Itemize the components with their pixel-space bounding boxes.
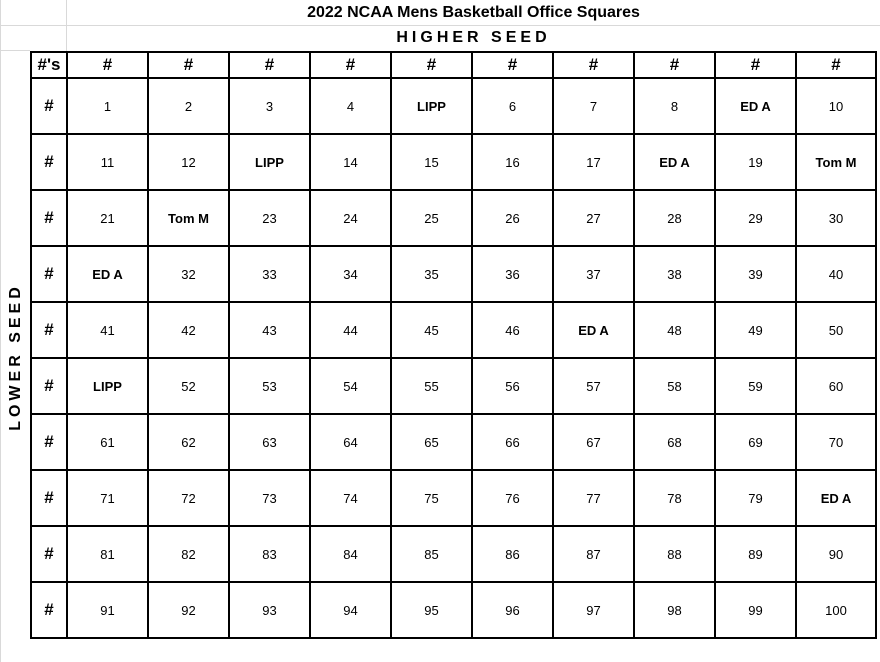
square-cell[interactable]: 75 xyxy=(391,470,472,526)
square-cell[interactable]: 76 xyxy=(472,470,553,526)
row-axis-label: LOWER SEED xyxy=(7,283,24,431)
square-cell[interactable]: 56 xyxy=(472,358,553,414)
square-cell[interactable]: 29 xyxy=(715,190,796,246)
square-cell[interactable]: 14 xyxy=(310,134,391,190)
square-cell[interactable]: 74 xyxy=(310,470,391,526)
square-cell[interactable]: 61 xyxy=(67,414,148,470)
column-header-cell: # xyxy=(553,52,634,78)
square-cell[interactable]: 40 xyxy=(796,246,876,302)
square-cell[interactable]: 23 xyxy=(229,190,310,246)
header-row xyxy=(31,52,876,78)
column-axis-label: HIGHER SEED xyxy=(396,29,551,46)
square-cell[interactable]: 89 xyxy=(715,526,796,582)
claimed-square-cell[interactable]: LIPP xyxy=(229,134,310,190)
squares-grid xyxy=(30,51,877,639)
claimed-square-cell[interactable]: ED A xyxy=(67,246,148,302)
square-cell[interactable]: 64 xyxy=(310,414,391,470)
square-cell[interactable]: 50 xyxy=(796,302,876,358)
claimed-square-cell[interactable]: ED A xyxy=(715,78,796,134)
square-cell[interactable]: 88 xyxy=(634,526,715,582)
square-cell[interactable]: 92 xyxy=(148,582,229,638)
corner-cell: #'s xyxy=(31,52,67,78)
square-cell[interactable]: 44 xyxy=(310,302,391,358)
square-cell[interactable]: 8 xyxy=(634,78,715,134)
square-cell[interactable]: 83 xyxy=(229,526,310,582)
square-cell[interactable]: 25 xyxy=(391,190,472,246)
column-header-cell: # xyxy=(67,52,148,78)
row-header-cell: # xyxy=(31,246,67,302)
column-header-cell: # xyxy=(148,52,229,78)
square-cell[interactable]: 79 xyxy=(715,470,796,526)
square-cell[interactable]: 55 xyxy=(391,358,472,414)
grid-row xyxy=(31,190,876,246)
square-cell[interactable]: 30 xyxy=(796,190,876,246)
square-cell[interactable]: 17 xyxy=(553,134,634,190)
square-cell[interactable]: 60 xyxy=(796,358,876,414)
square-cell[interactable]: 68 xyxy=(634,414,715,470)
grid-row xyxy=(31,302,876,358)
column-header-cell: # xyxy=(229,52,310,78)
row-header-cell: # xyxy=(31,190,67,246)
square-cell[interactable]: 16 xyxy=(472,134,553,190)
square-cell[interactable]: 99 xyxy=(715,582,796,638)
square-cell[interactable]: 94 xyxy=(310,582,391,638)
square-cell[interactable]: 46 xyxy=(472,302,553,358)
square-cell[interactable]: 96 xyxy=(472,582,553,638)
square-cell[interactable]: 3 xyxy=(229,78,310,134)
square-cell[interactable]: 6 xyxy=(472,78,553,134)
claimed-square-cell[interactable]: Tom M xyxy=(148,190,229,246)
row-header-cell: # xyxy=(31,526,67,582)
claimed-square-cell[interactable]: ED A xyxy=(796,470,876,526)
grid-row xyxy=(31,414,876,470)
square-cell[interactable]: 69 xyxy=(715,414,796,470)
square-cell[interactable]: 12 xyxy=(148,134,229,190)
grid-row xyxy=(31,78,876,134)
square-cell[interactable]: 1 xyxy=(67,78,148,134)
grid-row xyxy=(31,582,876,638)
square-cell[interactable]: 98 xyxy=(634,582,715,638)
square-cell[interactable]: 38 xyxy=(634,246,715,302)
square-cell[interactable]: 7 xyxy=(553,78,634,134)
row-header-cell: # xyxy=(31,582,67,638)
column-header-cell: # xyxy=(715,52,796,78)
square-cell[interactable]: 67 xyxy=(553,414,634,470)
square-cell[interactable]: 39 xyxy=(715,246,796,302)
row-header-cell: # xyxy=(31,358,67,414)
grid-row xyxy=(31,470,876,526)
column-header-cell: # xyxy=(472,52,553,78)
grid-row xyxy=(31,134,876,190)
claimed-square-cell[interactable]: ED A xyxy=(634,134,715,190)
square-cell[interactable]: 100 xyxy=(796,582,876,638)
square-cell[interactable]: 24 xyxy=(310,190,391,246)
square-cell[interactable]: 93 xyxy=(229,582,310,638)
grid-row xyxy=(31,246,876,302)
square-cell[interactable]: 41 xyxy=(67,302,148,358)
square-cell[interactable]: 34 xyxy=(310,246,391,302)
square-cell[interactable]: 65 xyxy=(391,414,472,470)
square-cell[interactable]: 53 xyxy=(229,358,310,414)
square-cell[interactable]: 36 xyxy=(472,246,553,302)
square-cell[interactable]: 97 xyxy=(553,582,634,638)
square-cell[interactable]: 52 xyxy=(148,358,229,414)
square-cell[interactable]: 19 xyxy=(715,134,796,190)
square-cell[interactable]: 33 xyxy=(229,246,310,302)
square-cell[interactable]: 32 xyxy=(148,246,229,302)
square-cell[interactable]: 54 xyxy=(310,358,391,414)
column-header-cell: # xyxy=(310,52,391,78)
square-cell[interactable]: 78 xyxy=(634,470,715,526)
square-cell[interactable]: 63 xyxy=(229,414,310,470)
square-cell[interactable]: 87 xyxy=(553,526,634,582)
row-axis-label-container xyxy=(1,52,31,662)
claimed-square-cell[interactable]: ED A xyxy=(553,302,634,358)
row-header-cell: # xyxy=(31,78,67,134)
square-cell[interactable]: 90 xyxy=(796,526,876,582)
grid-row xyxy=(31,526,876,582)
grid-row xyxy=(31,358,876,414)
square-cell[interactable]: 86 xyxy=(472,526,553,582)
square-cell[interactable]: 45 xyxy=(391,302,472,358)
square-cell[interactable]: 81 xyxy=(67,526,148,582)
sheet-gridline xyxy=(0,50,30,51)
square-cell[interactable]: 26 xyxy=(472,190,553,246)
claimed-square-cell[interactable]: LIPP xyxy=(391,78,472,134)
row-header-cell: # xyxy=(31,414,67,470)
square-cell[interactable]: 49 xyxy=(715,302,796,358)
square-cell[interactable]: 4 xyxy=(310,78,391,134)
square-cell[interactable]: 43 xyxy=(229,302,310,358)
row-header-cell: # xyxy=(31,470,67,526)
page-title: 2022 NCAA Mens Basketball Office Squares xyxy=(307,4,640,21)
square-cell[interactable]: 11 xyxy=(67,134,148,190)
square-cell[interactable]: 48 xyxy=(634,302,715,358)
square-cell[interactable]: 91 xyxy=(67,582,148,638)
square-cell[interactable]: 15 xyxy=(391,134,472,190)
square-cell[interactable]: 35 xyxy=(391,246,472,302)
square-cell[interactable]: 85 xyxy=(391,526,472,582)
square-cell[interactable]: 72 xyxy=(148,470,229,526)
column-header-cell: # xyxy=(796,52,876,78)
square-cell[interactable]: 10 xyxy=(796,78,876,134)
square-cell[interactable]: 37 xyxy=(553,246,634,302)
square-cell[interactable]: 70 xyxy=(796,414,876,470)
column-header-cell: # xyxy=(391,52,472,78)
claimed-square-cell[interactable]: LIPP xyxy=(67,358,148,414)
square-cell[interactable]: 71 xyxy=(67,470,148,526)
square-cell[interactable]: 57 xyxy=(553,358,634,414)
square-cell[interactable]: 42 xyxy=(148,302,229,358)
square-cell[interactable]: 27 xyxy=(553,190,634,246)
square-cell[interactable]: 95 xyxy=(391,582,472,638)
row-header-cell: # xyxy=(31,134,67,190)
square-cell[interactable]: 21 xyxy=(67,190,148,246)
claimed-square-cell[interactable]: Tom M xyxy=(796,134,876,190)
square-cell[interactable]: 66 xyxy=(472,414,553,470)
row-header-cell: # xyxy=(31,302,67,358)
square-cell[interactable]: 59 xyxy=(715,358,796,414)
square-cell[interactable]: 84 xyxy=(310,526,391,582)
square-cell[interactable]: 82 xyxy=(148,526,229,582)
square-cell[interactable]: 73 xyxy=(229,470,310,526)
square-cell[interactable]: 28 xyxy=(634,190,715,246)
square-cell[interactable]: 2 xyxy=(148,78,229,134)
square-cell[interactable]: 58 xyxy=(634,358,715,414)
column-header-cell: # xyxy=(634,52,715,78)
square-cell[interactable]: 77 xyxy=(553,470,634,526)
square-cell[interactable]: 62 xyxy=(148,414,229,470)
